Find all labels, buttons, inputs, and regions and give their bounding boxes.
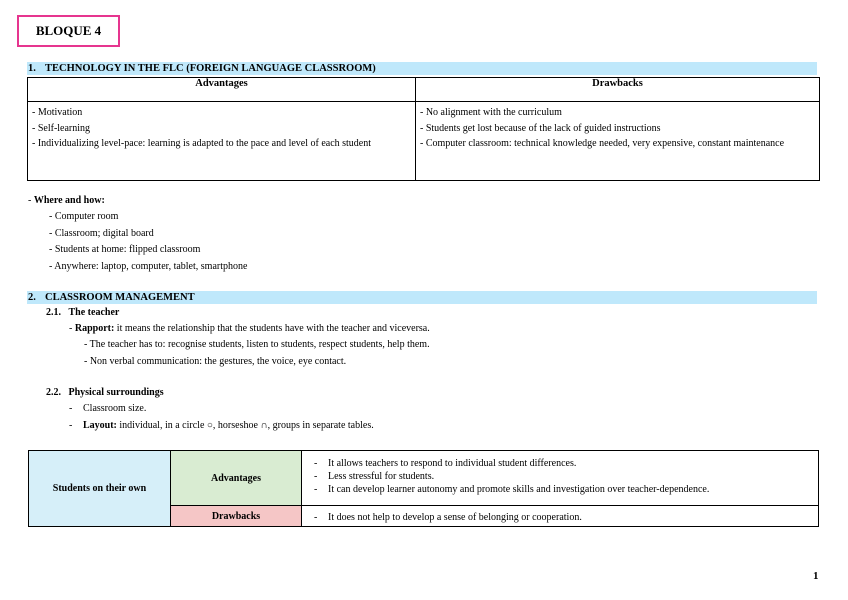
section-1-number: 1. bbox=[28, 63, 36, 74]
list-item: - Students at home: flipped classroom bbox=[49, 244, 201, 255]
students-own-table bbox=[28, 450, 819, 527]
drawback-item: - Students get lost because of the lack of guided instructions bbox=[420, 122, 661, 134]
section-1-heading bbox=[27, 62, 817, 75]
list-item: - Classroom size. bbox=[69, 403, 147, 414]
section-2-title: CLASSROOM MANAGEMENT bbox=[45, 292, 195, 303]
list-item: - It can develop learner autonomy and promote skills and investigation over teacher-dependence. bbox=[314, 484, 710, 495]
page-number: 1 bbox=[813, 570, 819, 582]
where-how-list bbox=[49, 209, 247, 275]
list-item: - Computer room bbox=[49, 211, 119, 222]
rapport-line: - Rapport: it means the relationship that the students have with the teacher and viceversa. bbox=[69, 323, 430, 334]
advantage-item: - Individualizing level-pace: learning is adapted to the pace and level of each student bbox=[32, 138, 372, 149]
bloque-title: BLOQUE 4 bbox=[17, 15, 120, 47]
list-item: - Less stressful for students. bbox=[314, 471, 435, 482]
own-advantages-list bbox=[302, 451, 819, 506]
section-2-heading bbox=[27, 291, 817, 304]
drawbacks-header: Drawbacks bbox=[416, 78, 820, 102]
technology-table bbox=[27, 77, 820, 181]
teacher-subheading: 2.1. The teacher bbox=[46, 307, 120, 318]
drawback-item: - Computer classroom: technical knowledge needed, very expensive, constant maintenance bbox=[420, 138, 785, 149]
own-drawbacks-label: Drawbacks bbox=[171, 506, 302, 527]
section-1-title: TECHNOLOGY IN THE FLC (FOREIGN LANGUAGE CLASSROOM) bbox=[45, 63, 376, 74]
rapport-sublist bbox=[84, 337, 430, 370]
advantage-item: - Self-learning bbox=[32, 122, 91, 134]
advantage-item: - Motivation bbox=[32, 107, 83, 118]
list-item: - Non verbal communication: the gestures, the voice, eye contact. bbox=[84, 355, 347, 367]
own-drawbacks-list bbox=[302, 506, 819, 527]
physical-subheading: 2.2. Physical surroundings bbox=[46, 387, 164, 398]
physical-list bbox=[69, 401, 374, 434]
list-item: - It does not help to develop a sense of belonging or cooperation. bbox=[314, 512, 582, 523]
students-own-title: Students on their own bbox=[29, 451, 171, 527]
list-item: - Anywhere: laptop, computer, tablet, smartphone bbox=[49, 260, 248, 272]
own-advantages-label: Advantages bbox=[171, 451, 302, 506]
section-2-number: 2. bbox=[28, 292, 36, 303]
drawbacks-cell bbox=[416, 102, 820, 181]
list-item: - The teacher has to: recognise students, listen to students, respect students, help them. bbox=[84, 339, 430, 350]
advantages-header: Advantages bbox=[28, 78, 416, 102]
list-item: - It allows teachers to respond to individual student differences. bbox=[314, 458, 577, 469]
list-item: - Layout: individual, in a circle ○, horseshoe ∩, groups in separate tables. bbox=[69, 419, 374, 431]
list-item: - Classroom; digital board bbox=[49, 227, 154, 239]
drawback-item: - No alignment with the curriculum bbox=[420, 107, 562, 118]
where-how-label: - Where and how: bbox=[28, 195, 105, 206]
advantages-cell bbox=[28, 102, 416, 181]
